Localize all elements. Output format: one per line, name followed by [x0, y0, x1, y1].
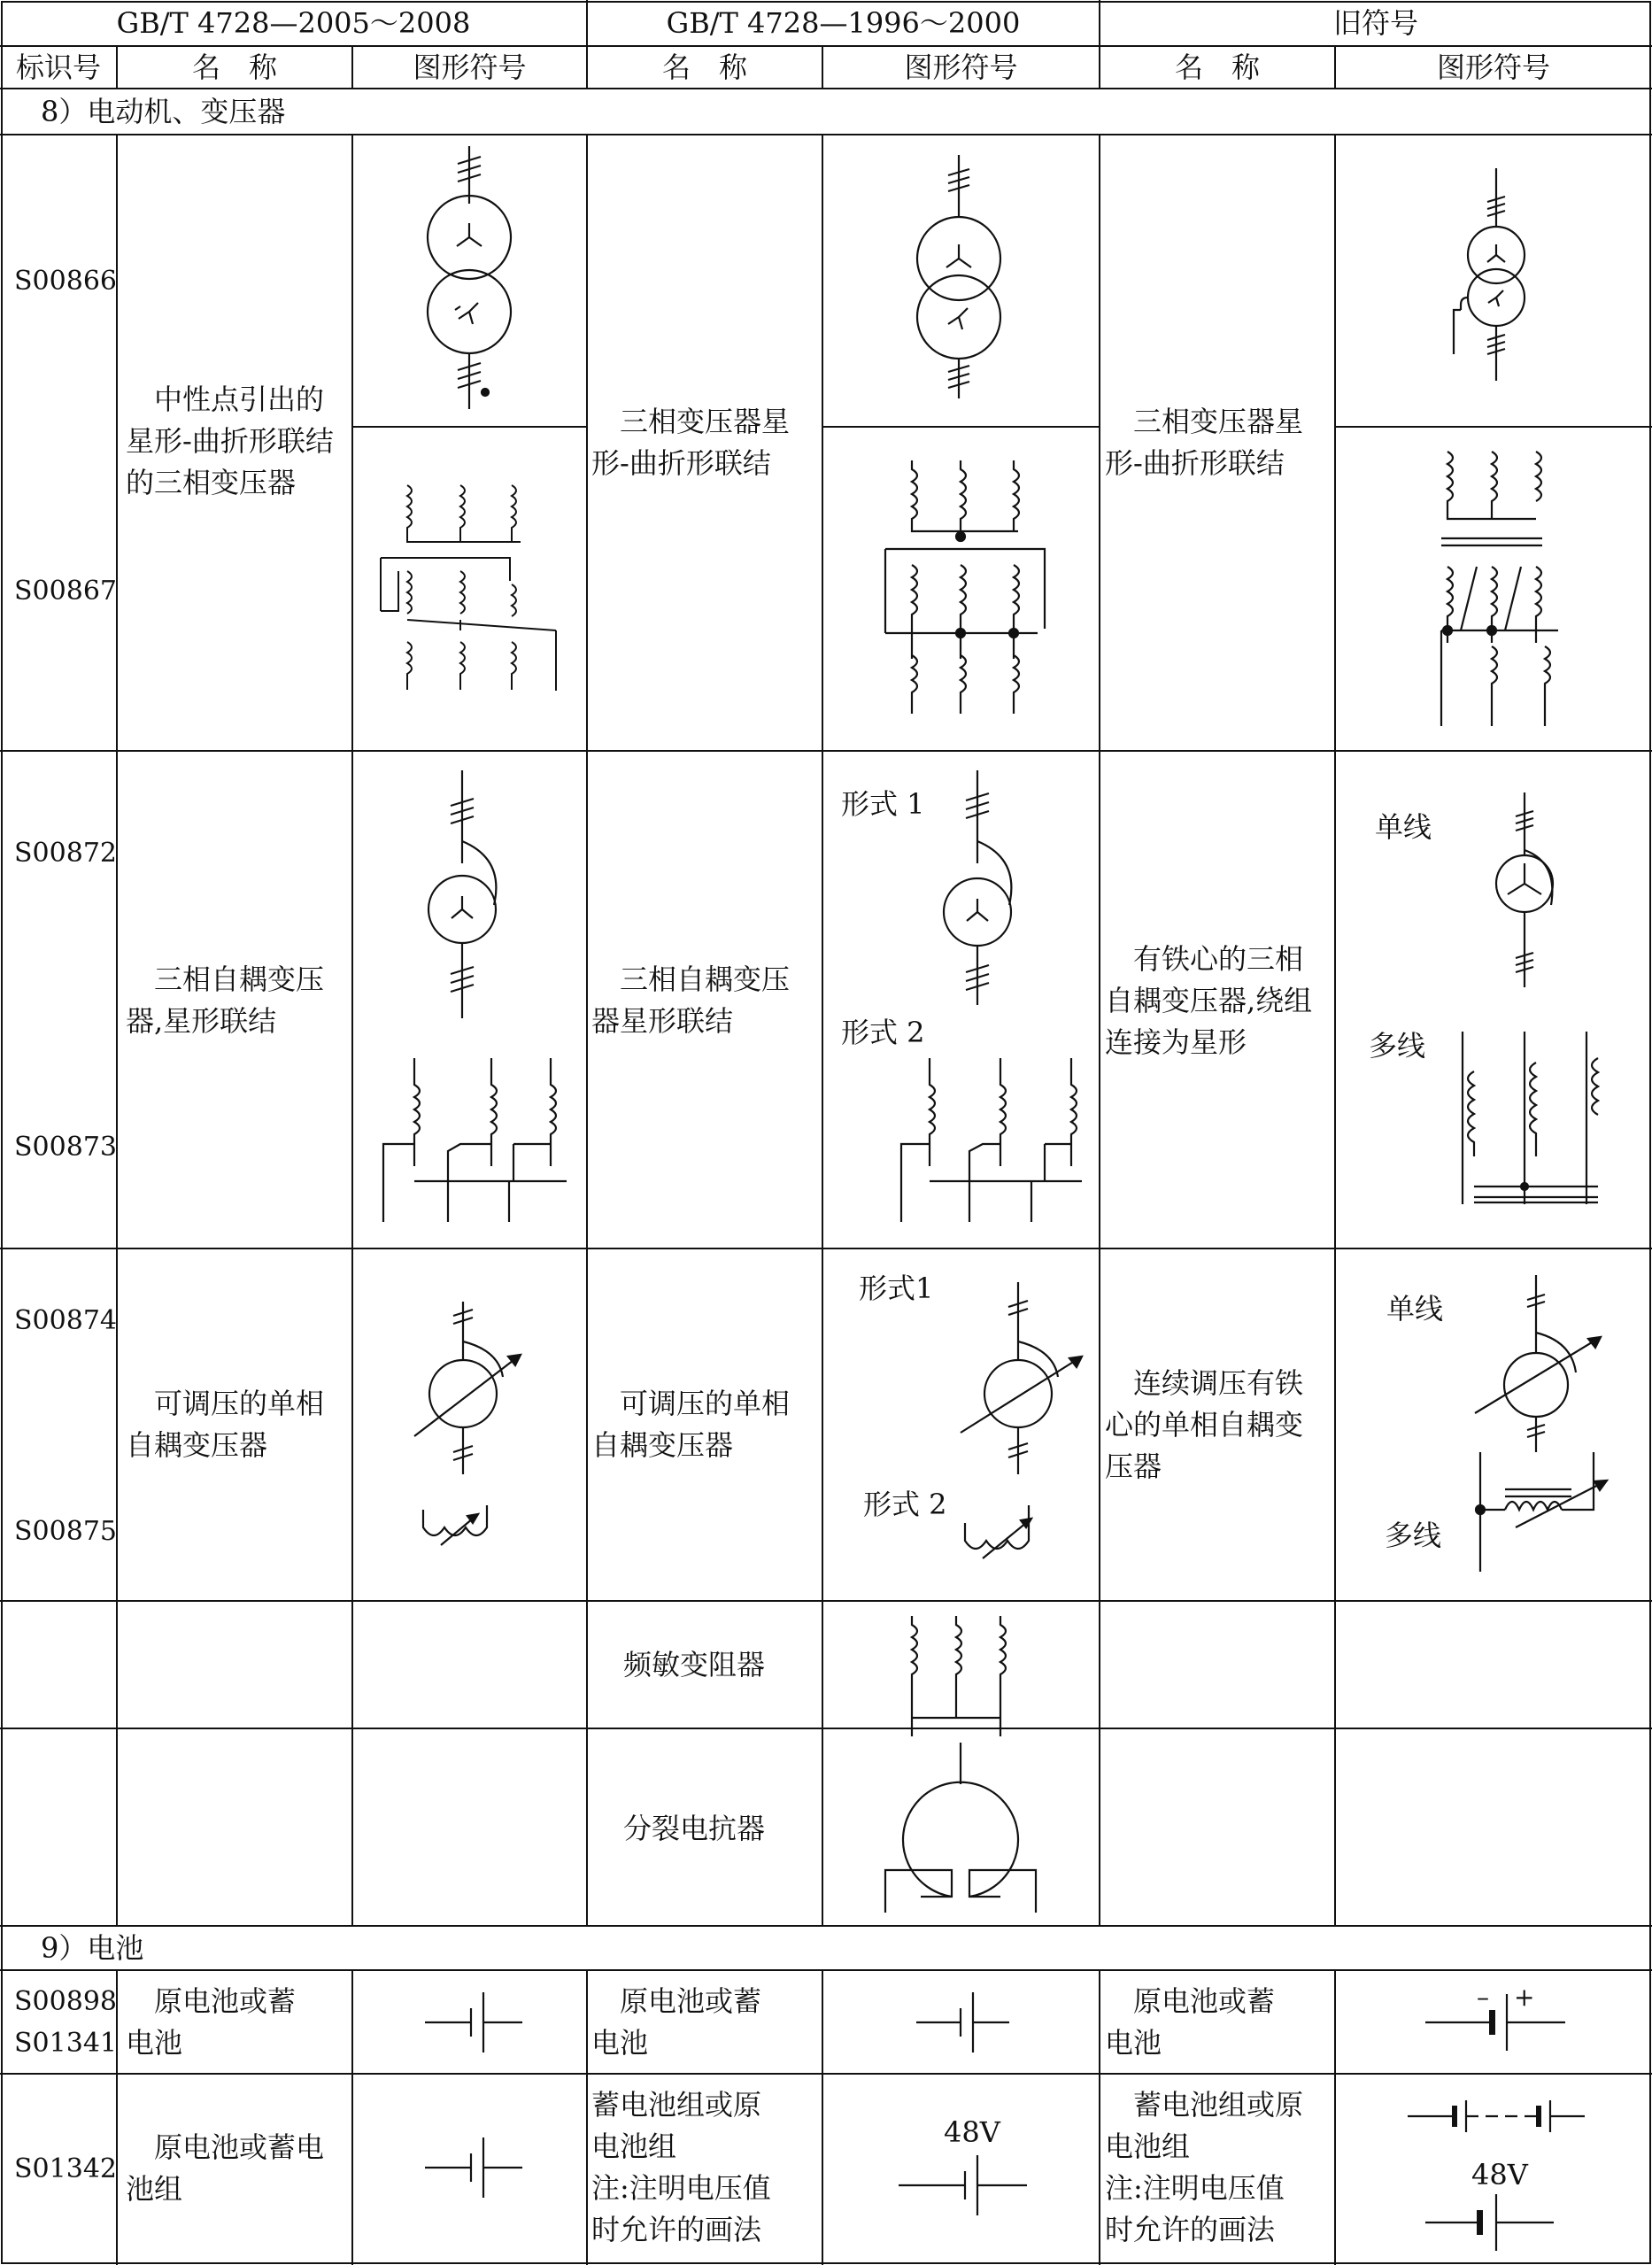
row-id: S00867	[14, 576, 117, 607]
row-name-1996: 蓄电池组或原 电池组 注:注明电压值 时允许的画法	[591, 2088, 771, 2246]
single-line-label: 单线	[1375, 810, 1432, 844]
header-std-1996: GB/T 4728—1996～2000	[666, 6, 1021, 40]
multi-line-label: 多线	[1369, 1029, 1426, 1063]
symbol-adjustable-autotransformer-1996	[961, 1282, 1082, 1558]
row-id: S00873	[14, 1132, 117, 1163]
row-name-old: 原电池或蓄 电池	[1105, 1984, 1276, 2060]
symbol-autotransformer-star-old	[1496, 792, 1553, 987]
form-label: 形式1	[859, 1272, 934, 1305]
symbol-frequency-rheostat	[912, 1616, 1006, 1736]
symbol-autotransformer-star-1996	[944, 770, 1011, 1005]
row-name-old: 连续调压有铁 心的单相自耦变 压器	[1105, 1366, 1304, 1483]
symbol-adjustable-autotransformer-old	[1475, 1275, 1607, 1572]
section-title-battery: 9）电池	[41, 1931, 144, 1965]
single-line-label: 单线	[1386, 1292, 1444, 1326]
symbol-battery-bank-new	[425, 2137, 522, 2198]
form-label: 形式 2	[841, 1016, 925, 1049]
row-name-1996: 分裂电抗器	[623, 1812, 766, 1845]
symbol-star-zigzag-multiline-1996	[885, 460, 1045, 714]
symbol-star-zigzag-multiline-old	[1441, 452, 1558, 726]
symbol-split-reactor	[885, 1743, 1036, 1913]
form-label: 形式 1	[841, 787, 925, 821]
symbol-autotransformer-star-new	[428, 770, 496, 1018]
row-name-new: 可调压的单相 自耦变压器	[126, 1387, 325, 1462]
header-std-2005: GB/T 4728—2005～2008	[116, 6, 471, 40]
multi-line-label: 多线	[1385, 1519, 1442, 1552]
symbol-battery-new	[425, 1992, 522, 2052]
row-name-new: 原电池或蓄 电池	[126, 1984, 297, 2060]
row-name-1996: 可调压的单相 自耦变压器	[591, 1387, 791, 1462]
row-id: S00875	[14, 1516, 117, 1547]
minus-sign: –	[1477, 1983, 1489, 2012]
row-name-1996: 三相变压器星 形-曲折形联结	[591, 405, 791, 480]
symbol-autotransformer-multiline-new	[383, 1058, 567, 1222]
header-symbol-new: 图形符号	[413, 50, 527, 84]
voltage-label: 48V	[944, 2115, 1000, 2149]
row-id: S00866	[14, 266, 117, 297]
symbol-battery-1996	[916, 1992, 1009, 2052]
symbol-battery-bank-1996	[899, 2155, 1027, 2215]
row-name-old: 有铁心的三相 自耦变压器,绕组 连接为星形	[1105, 942, 1313, 1059]
header-old-symbol: 旧符号	[1332, 6, 1418, 40]
symbol-autotransformer-multiline-1996	[901, 1058, 1082, 1222]
row-name-old: 三相变压器星 形-曲折形联结	[1105, 405, 1304, 480]
row-id: S01342	[14, 2153, 117, 2184]
row-name-1996: 原电池或蓄 电池	[591, 1984, 762, 2060]
symbol-star-zigzag-transformer-old	[1454, 168, 1525, 381]
header-name-1996: 名 称	[661, 50, 747, 84]
symbol-star-zigzag-transformer-1996	[917, 155, 1000, 398]
voltage-label: 48V	[1471, 2158, 1528, 2192]
symbol-battery-old	[1425, 1994, 1565, 2051]
form-label: 形式 2	[863, 1488, 947, 1521]
row-name-1996: 频敏变阻器	[623, 1648, 766, 1681]
row-id: S00874	[14, 1305, 117, 1336]
symbol-adjustable-autotransformer-new	[414, 1302, 521, 1545]
header-symbol-old: 图形符号	[1436, 50, 1550, 84]
section-title-motor-transformer: 8）电动机、变压器	[41, 95, 286, 128]
symbol-star-zigzag-transformer-new	[428, 146, 511, 409]
row-name-old: 蓄电池组或原 电池组 注:注明电压值 时允许的画法	[1105, 2088, 1304, 2246]
header-symbol-1996: 图形符号	[904, 50, 1018, 84]
symbol-autotransformer-multiline-old	[1463, 1032, 1598, 1204]
header-id: 标识号	[15, 50, 101, 84]
row-name-new: 三相自耦变压 器,星形联结	[126, 962, 325, 1038]
row-name-new: 中性点引出的 星形-曲折形联结 的三相变压器	[126, 383, 334, 499]
plus-sign: +	[1514, 1983, 1535, 2012]
row-id: S00898 S01341	[14, 1986, 117, 2059]
row-name-new: 原电池或蓄电 池组	[126, 2130, 325, 2206]
header-name-old: 名 称	[1174, 50, 1260, 84]
symbol-star-zigzag-multiline-new	[381, 485, 556, 691]
header-name-new: 名 称	[191, 50, 277, 84]
row-id: S00872	[14, 838, 117, 869]
row-name-1996: 三相自耦变压 器星形联结	[591, 962, 791, 1038]
